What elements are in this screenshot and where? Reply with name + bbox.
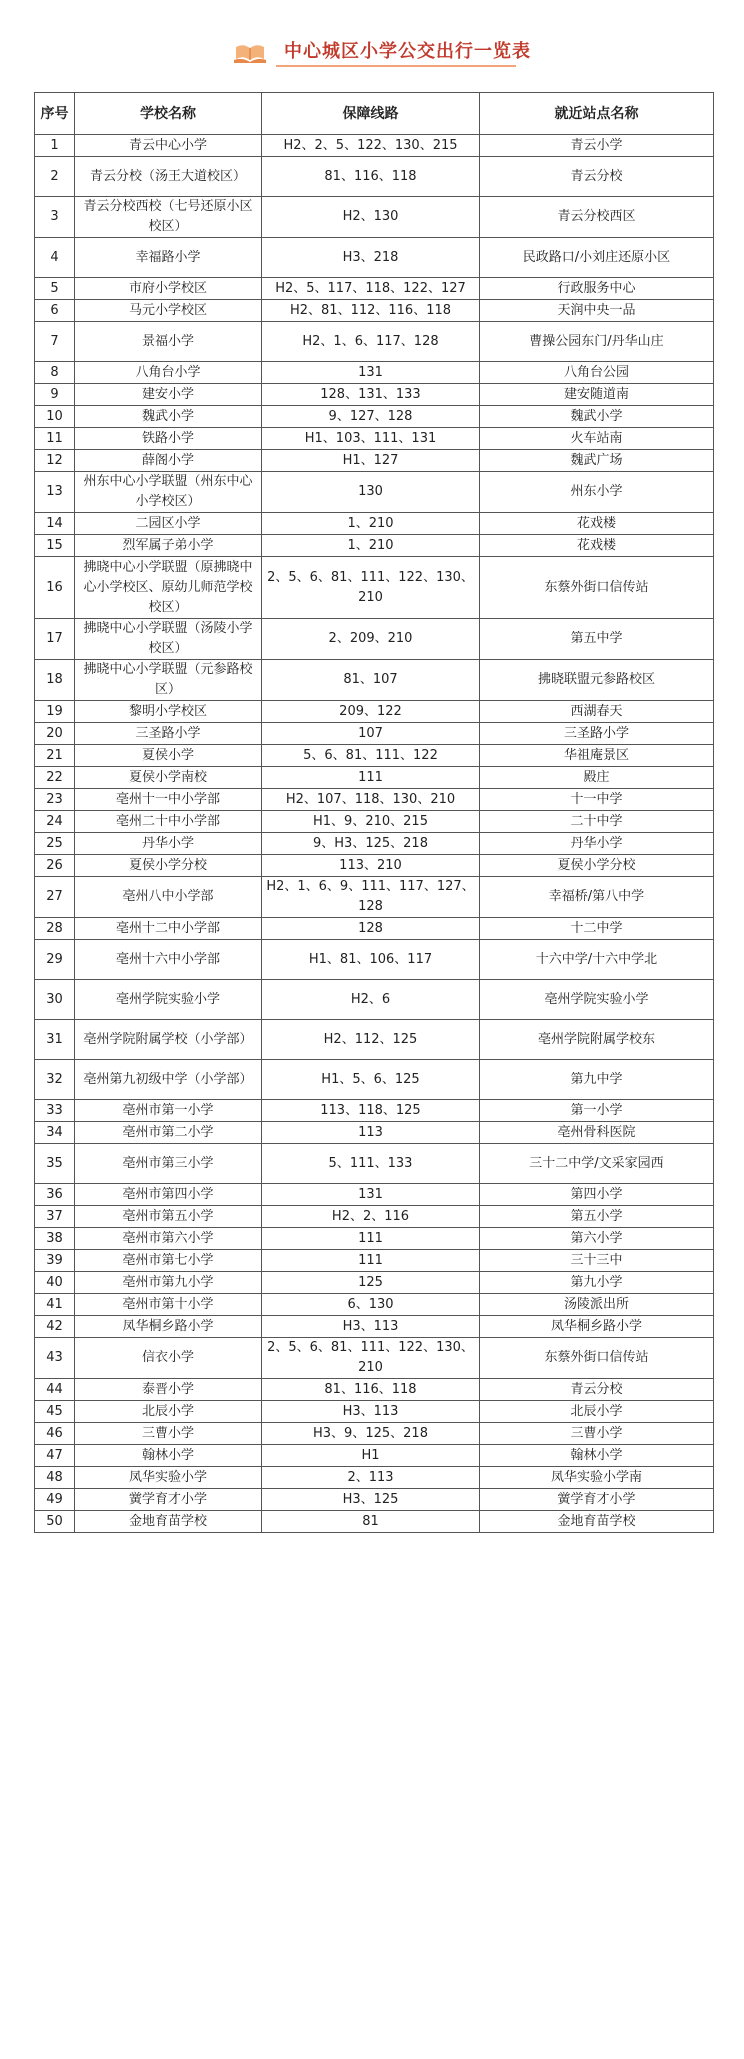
bus-route-table (34, 92, 714, 1533)
cell-routes: 113、210 (262, 855, 480, 877)
table-row (35, 450, 714, 472)
cell-index: 29 (35, 940, 75, 980)
cell-routes: H2、2、5、122、130、215 (262, 135, 480, 157)
cell-school: 景福小学 (75, 322, 262, 362)
table-row (35, 1020, 714, 1060)
cell-routes: 81、116、118 (262, 157, 480, 197)
cell-school: 亳州市第一小学 (75, 1100, 262, 1122)
table-row (35, 238, 714, 278)
cell-station: 十二中学 (480, 918, 714, 940)
cell-index: 3 (35, 197, 75, 238)
cell-index: 31 (35, 1020, 75, 1060)
cell-school: 烈军属子弟小学 (75, 535, 262, 557)
cell-routes: 9、127、128 (262, 406, 480, 428)
cell-index: 27 (35, 877, 75, 918)
cell-station: 第六小学 (480, 1228, 714, 1250)
cell-school: 信衣小学 (75, 1338, 262, 1379)
cell-index: 44 (35, 1379, 75, 1401)
cell-routes: 1、210 (262, 535, 480, 557)
cell-school: 建安小学 (75, 384, 262, 406)
table-row (35, 1423, 714, 1445)
cell-routes: 107 (262, 723, 480, 745)
table-row (35, 1338, 714, 1379)
header-school: 学校名称 (75, 93, 262, 135)
cell-index: 16 (35, 557, 75, 619)
table-row (35, 767, 714, 789)
cell-routes: H2、81、112、116、118 (262, 300, 480, 322)
table-row (35, 789, 714, 811)
cell-index: 11 (35, 428, 75, 450)
cell-routes: 131 (262, 1184, 480, 1206)
cell-school: 亳州二十中小学部 (75, 811, 262, 833)
cell-school: 二园区小学 (75, 513, 262, 535)
cell-school: 亳州八中小学部 (75, 877, 262, 918)
cell-index: 10 (35, 406, 75, 428)
cell-index: 2 (35, 157, 75, 197)
cell-school: 黉学育才小学 (75, 1489, 262, 1511)
cell-routes: H3、9、125、218 (262, 1423, 480, 1445)
cell-index: 30 (35, 980, 75, 1020)
table-row (35, 557, 714, 619)
cell-station: 汤陵派出所 (480, 1294, 714, 1316)
cell-station: 第九小学 (480, 1272, 714, 1294)
cell-school: 金地育苗学校 (75, 1511, 262, 1533)
cell-school: 拂晓中心小学联盟（汤陵小学校区） (75, 619, 262, 660)
table-row (35, 362, 714, 384)
cell-school: 八角台小学 (75, 362, 262, 384)
table-row (35, 1445, 714, 1467)
cell-school: 亳州十二中小学部 (75, 918, 262, 940)
cell-station: 花戏楼 (480, 535, 714, 557)
cell-routes: H2、6 (262, 980, 480, 1020)
cell-school: 亳州市第三小学 (75, 1144, 262, 1184)
cell-routes: H3、113 (262, 1401, 480, 1423)
cell-routes: H2、107、118、130、210 (262, 789, 480, 811)
header-index: 序号 (35, 93, 75, 135)
cell-index: 22 (35, 767, 75, 789)
cell-station: 金地育苗学校 (480, 1511, 714, 1533)
cell-station: 东蔡外街口信传站 (480, 1338, 714, 1379)
table-row (35, 300, 714, 322)
cell-index: 20 (35, 723, 75, 745)
cell-station: 第四小学 (480, 1184, 714, 1206)
cell-routes: 131 (262, 362, 480, 384)
table-row (35, 157, 714, 197)
cell-school: 三圣路小学 (75, 723, 262, 745)
cell-station: 北辰小学 (480, 1401, 714, 1423)
cell-index: 45 (35, 1401, 75, 1423)
table-row (35, 918, 714, 940)
cell-index: 37 (35, 1206, 75, 1228)
cell-routes: 125 (262, 1272, 480, 1294)
cell-station: 二十中学 (480, 811, 714, 833)
cell-school: 夏侯小学分校 (75, 855, 262, 877)
cell-routes: 113 (262, 1122, 480, 1144)
table-row (35, 1250, 714, 1272)
table-row (35, 135, 714, 157)
cell-routes: 2、113 (262, 1467, 480, 1489)
cell-school: 亳州市第五小学 (75, 1206, 262, 1228)
cell-routes: H1 (262, 1445, 480, 1467)
cell-station: 天润中央一品 (480, 300, 714, 322)
cell-school: 三曹小学 (75, 1423, 262, 1445)
cell-routes: 81 (262, 1511, 480, 1533)
cell-index: 28 (35, 918, 75, 940)
table-row (35, 940, 714, 980)
table-row (35, 535, 714, 557)
table-row (35, 1379, 714, 1401)
table-header-row (35, 93, 714, 135)
cell-station: 青云分校 (480, 1379, 714, 1401)
cell-station: 夏侯小学分校 (480, 855, 714, 877)
cell-routes: H1、5、6、125 (262, 1060, 480, 1100)
cell-index: 47 (35, 1445, 75, 1467)
cell-station: 十一中学 (480, 789, 714, 811)
cell-index: 19 (35, 701, 75, 723)
cell-routes: 2、209、210 (262, 619, 480, 660)
cell-routes: H3、113 (262, 1316, 480, 1338)
cell-school: 州东中心小学联盟（州东中心小学校区） (75, 472, 262, 513)
cell-routes: H2、2、116 (262, 1206, 480, 1228)
title-banner (226, 25, 531, 71)
cell-routes: 2、5、6、81、111、122、130、210 (262, 1338, 480, 1379)
cell-station: 凤华桐乡路小学 (480, 1316, 714, 1338)
table-row (35, 1206, 714, 1228)
cell-station: 魏武广场 (480, 450, 714, 472)
title-underline (276, 65, 516, 67)
cell-school: 薛阁小学 (75, 450, 262, 472)
cell-index: 1 (35, 135, 75, 157)
cell-school: 铁路小学 (75, 428, 262, 450)
table-row (35, 811, 714, 833)
cell-index: 17 (35, 619, 75, 660)
table-row (35, 472, 714, 513)
cell-station: 丹华小学 (480, 833, 714, 855)
cell-index: 50 (35, 1511, 75, 1533)
table-row (35, 513, 714, 535)
table-row (35, 197, 714, 238)
cell-index: 24 (35, 811, 75, 833)
cell-school: 泰晋小学 (75, 1379, 262, 1401)
cell-station: 青云分校西区 (480, 197, 714, 238)
cell-school: 亳州市第二小学 (75, 1122, 262, 1144)
cell-station: 幸福桥/第八中学 (480, 877, 714, 918)
cell-routes: 209、122 (262, 701, 480, 723)
cell-index: 15 (35, 535, 75, 557)
cell-school: 拂晓中心小学联盟（元参路校区） (75, 660, 262, 701)
cell-school: 马元小学校区 (75, 300, 262, 322)
table-row (35, 1272, 714, 1294)
cell-station: 三十二中学/文采家园西 (480, 1144, 714, 1184)
cell-index: 41 (35, 1294, 75, 1316)
table-row (35, 322, 714, 362)
cell-index: 12 (35, 450, 75, 472)
cell-routes: H2、130 (262, 197, 480, 238)
cell-routes: 9、H3、125、218 (262, 833, 480, 855)
cell-routes: 130 (262, 472, 480, 513)
cell-index: 39 (35, 1250, 75, 1272)
cell-station: 火车站南 (480, 428, 714, 450)
cell-routes: H1、9、210、215 (262, 811, 480, 833)
cell-school: 夏侯小学南校 (75, 767, 262, 789)
cell-station: 翰林小学 (480, 1445, 714, 1467)
cell-school: 幸福路小学 (75, 238, 262, 278)
cell-school: 北辰小学 (75, 1401, 262, 1423)
cell-station: 青云小学 (480, 135, 714, 157)
cell-station: 三曹小学 (480, 1423, 714, 1445)
cell-school: 青云中心小学 (75, 135, 262, 157)
cell-routes: H2、1、6、9、111、117、127、128 (262, 877, 480, 918)
cell-school: 亳州学院附属学校（小学部） (75, 1020, 262, 1060)
cell-school: 丹华小学 (75, 833, 262, 855)
table-row (35, 1144, 714, 1184)
cell-school: 亳州学院实验小学 (75, 980, 262, 1020)
cell-routes: 6、130 (262, 1294, 480, 1316)
cell-index: 9 (35, 384, 75, 406)
cell-routes: 111 (262, 1228, 480, 1250)
cell-index: 7 (35, 322, 75, 362)
cell-index: 34 (35, 1122, 75, 1144)
cell-routes: 81、116、118 (262, 1379, 480, 1401)
table-row (35, 877, 714, 918)
cell-school: 亳州市第六小学 (75, 1228, 262, 1250)
cell-routes: H2、5、117、118、122、127 (262, 278, 480, 300)
table-row (35, 833, 714, 855)
cell-routes: H1、127 (262, 450, 480, 472)
page-title: 中心城区小学公交出行一览表 (284, 41, 531, 62)
table-row (35, 1489, 714, 1511)
cell-routes: H3、125 (262, 1489, 480, 1511)
cell-station: 州东小学 (480, 472, 714, 513)
cell-station: 建安随道南 (480, 384, 714, 406)
cell-index: 48 (35, 1467, 75, 1489)
cell-routes: H1、81、106、117 (262, 940, 480, 980)
header-station: 就近站点名称 (480, 93, 714, 135)
cell-school: 夏侯小学 (75, 745, 262, 767)
cell-index: 42 (35, 1316, 75, 1338)
cell-index: 6 (35, 300, 75, 322)
cell-station: 十六中学/十六中学北 (480, 940, 714, 980)
table-row (35, 855, 714, 877)
cell-index: 46 (35, 1423, 75, 1445)
cell-index: 5 (35, 278, 75, 300)
cell-routes: H3、218 (262, 238, 480, 278)
cell-index: 38 (35, 1228, 75, 1250)
cell-station: 东蔡外街口信传站 (480, 557, 714, 619)
cell-station: 殿庄 (480, 767, 714, 789)
cell-station: 魏武小学 (480, 406, 714, 428)
cell-routes: 2、5、6、81、111、122、130、210 (262, 557, 480, 619)
cell-station: 八角台公园 (480, 362, 714, 384)
table-body (35, 135, 714, 1533)
cell-school: 拂晓中心小学联盟（原拂晓中心小学校区、原幼儿师范学校校区） (75, 557, 262, 619)
cell-station: 亳州骨科医院 (480, 1122, 714, 1144)
cell-index: 8 (35, 362, 75, 384)
cell-station: 第五中学 (480, 619, 714, 660)
cell-station: 第一小学 (480, 1100, 714, 1122)
cell-routes: H2、112、125 (262, 1020, 480, 1060)
cell-station: 第九中学 (480, 1060, 714, 1100)
cell-school: 青云分校西校（七号还原小区校区） (75, 197, 262, 238)
cell-station: 民政路口/小刘庄还原小区 (480, 238, 714, 278)
cell-index: 23 (35, 789, 75, 811)
cell-school: 青云分校（汤王大道校区） (75, 157, 262, 197)
cell-school: 亳州第九初级中学（小学部） (75, 1060, 262, 1100)
cell-station: 华祖庵景区 (480, 745, 714, 767)
table-row (35, 1401, 714, 1423)
cell-index: 40 (35, 1272, 75, 1294)
cell-index: 25 (35, 833, 75, 855)
cell-school: 亳州市第七小学 (75, 1250, 262, 1272)
table-row (35, 1228, 714, 1250)
cell-index: 32 (35, 1060, 75, 1100)
table-row (35, 1100, 714, 1122)
table-row (35, 406, 714, 428)
cell-routes: H2、1、6、117、128 (262, 322, 480, 362)
cell-station: 西湖春天 (480, 701, 714, 723)
cell-school: 凤华桐乡路小学 (75, 1316, 262, 1338)
table-row (35, 701, 714, 723)
cell-station: 第五小学 (480, 1206, 714, 1228)
cell-index: 13 (35, 472, 75, 513)
cell-school: 亳州市第十小学 (75, 1294, 262, 1316)
cell-index: 26 (35, 855, 75, 877)
cell-school: 市府小学校区 (75, 278, 262, 300)
table-row (35, 980, 714, 1020)
cell-index: 35 (35, 1144, 75, 1184)
cell-school: 亳州十六中小学部 (75, 940, 262, 980)
table-row (35, 1184, 714, 1206)
table-row (35, 278, 714, 300)
cell-index: 43 (35, 1338, 75, 1379)
cell-routes: 5、6、81、111、122 (262, 745, 480, 767)
cell-station: 三十三中 (480, 1250, 714, 1272)
table-row (35, 428, 714, 450)
cell-station: 凤华实验小学南 (480, 1467, 714, 1489)
header-routes: 保障线路 (262, 93, 480, 135)
cell-routes: 111 (262, 1250, 480, 1272)
cell-station: 三圣路小学 (480, 723, 714, 745)
cell-routes: 128 (262, 918, 480, 940)
table-row (35, 1294, 714, 1316)
table-row (35, 1467, 714, 1489)
cell-school: 魏武小学 (75, 406, 262, 428)
cell-routes: 81、107 (262, 660, 480, 701)
cell-routes: H1、103、111、131 (262, 428, 480, 450)
table-row (35, 723, 714, 745)
cell-school: 亳州市第九小学 (75, 1272, 262, 1294)
cell-routes: 113、118、125 (262, 1100, 480, 1122)
cell-station: 花戏楼 (480, 513, 714, 535)
cell-station: 曹操公园东门/丹华山庄 (480, 322, 714, 362)
cell-routes: 111 (262, 767, 480, 789)
cell-school: 翰林小学 (75, 1445, 262, 1467)
cell-school: 黎明小学校区 (75, 701, 262, 723)
cell-index: 4 (35, 238, 75, 278)
table-row (35, 1122, 714, 1144)
cell-school: 凤华实验小学 (75, 1467, 262, 1489)
table-row (35, 1511, 714, 1533)
cell-school: 亳州市第四小学 (75, 1184, 262, 1206)
cell-index: 36 (35, 1184, 75, 1206)
cell-station: 行政服务中心 (480, 278, 714, 300)
cell-school: 亳州十一中小学部 (75, 789, 262, 811)
table-row (35, 745, 714, 767)
cell-index: 49 (35, 1489, 75, 1511)
cell-routes: 1、210 (262, 513, 480, 535)
cell-index: 14 (35, 513, 75, 535)
cell-routes: 128、131、133 (262, 384, 480, 406)
cell-index: 33 (35, 1100, 75, 1122)
cell-index: 18 (35, 660, 75, 701)
table-row (35, 619, 714, 660)
cell-index: 21 (35, 745, 75, 767)
cell-station: 青云分校 (480, 157, 714, 197)
cell-station: 黉学育才小学 (480, 1489, 714, 1511)
table-row (35, 384, 714, 406)
table-row (35, 1060, 714, 1100)
table-row (35, 1316, 714, 1338)
cell-routes: 5、111、133 (262, 1144, 480, 1184)
cell-station: 亳州学院实验小学 (480, 980, 714, 1020)
cell-station: 亳州学院附属学校东 (480, 1020, 714, 1060)
table-row (35, 660, 714, 701)
cell-station: 拂晓联盟元参路校区 (480, 660, 714, 701)
open-book-icon (234, 41, 266, 63)
